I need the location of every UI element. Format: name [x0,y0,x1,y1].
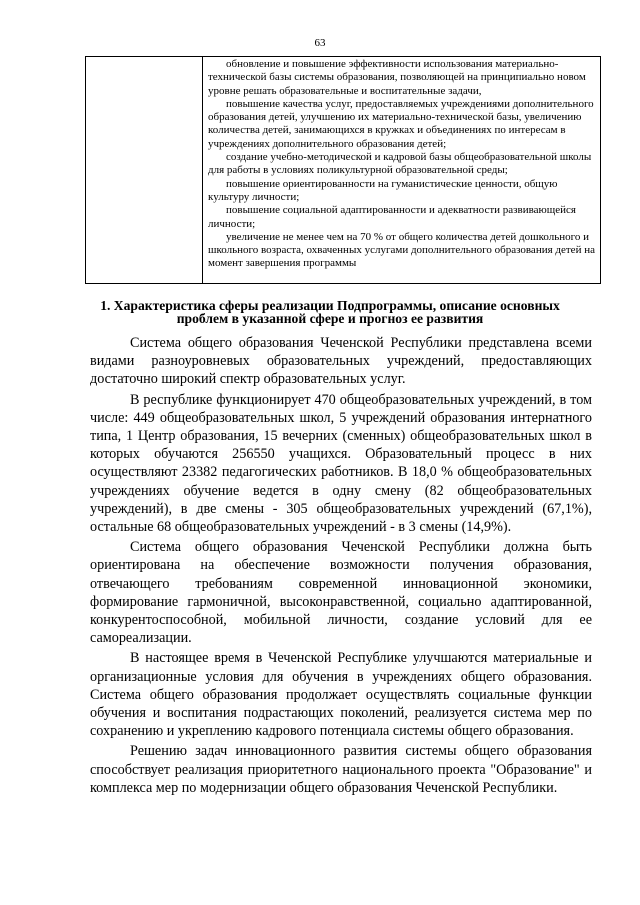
paragraph: В настоящее время в Чеченской Республике улучшаются материальные и организационные условия для обучения в учреждениях общего образования. Система общего образования продолжает осуществлять социальные функции обучения и воспитания подрастающих поколений, реализуется система мер по сохранению и укреплению кадрового потенциала системы общего образования. [90,650,592,740]
paragraph: В республике функционирует 470 общеобразовательных учреждений, в том числе: 449 общеобразовательных школ, 5 учреждений образования интернатного типа, 1 Центр образования, 15 вечерних (сменных) общеобразовательных школ в которых обучаются 256550 учащихся. Образовательный процесс в них осуществляют 23382 педагогических работников. В 18,0 % общеобразовательных учреждениях обучение ведется в одну смену (82 общеобразовательных учреждений), в две смены - 305 общеобразовательных учреждений (67,1%), остальные 68 общеобразовательных учреждений - в 3 смены (14,9%). [90,391,592,536]
list-item: увеличение не менее чем на 70 % от общего количества детей дошкольного и школьного возраста, охваченных услугами дополнительного образования детей на момент завершения программы [208,230,595,270]
list-item: повышение ориентированности на гуманистические ценности, общую культуру личности; [208,177,558,203]
goals-table [85,56,601,284]
paragraph: Система общего образования Чеченской Республики должна быть ориентирована на обеспечение возможности получения образования, отвечающего требованиям современной инновационной экономики, формирование гармоничной, высоконравственной, социально адаптированной, конкурентоспособной, мобильной личности, создание условий для ее самореализации. [90,539,592,647]
section-heading: 1. Характеристика сферы реализации Подпрограммы, описание основных проблем в указанной сфере и прогноз ее развития [100,298,560,326]
list-item: повышение социальной адаптированности и адекватности развивающейся личности; [208,204,576,230]
section-body [90,334,592,797]
list-item: создание учебно-методической и кадровой базы общеобразовательной школы для работы в условиях поликультурной образовательной среды; [208,151,592,177]
table-label-cell [86,57,203,284]
table-row [86,57,601,284]
table-content-cell [203,57,601,284]
list-item: повышение качества услуг, предоставляемых учреждениями дополнительного образования детей, улучшению их материально-технической базы, увеличению количества детей, занимающихся в кружках и объединениях по интересам в учреждениях дополнительного образования детей; [208,97,594,150]
list-item: обновление и повышение эффективности использования материально-технической базы системы образования, позволяющей на принципиально новом уровне решать образовательные и воспитательные задачи, [208,58,586,97]
page-number: 63 [314,37,326,49]
paragraph: Решению задач инновационного развития системы общего образования способствует реализация приоритетного национального проекта "Образование" и комплекса мер по модернизации общего образования Чеченской Республики. [90,743,592,796]
paragraph: Система общего образования Чеченской Республики представлена всеми видами разноуровневых образовательных учреждений, предоставляющих достаточно широкий спектр образовательных услуг. [90,335,592,388]
